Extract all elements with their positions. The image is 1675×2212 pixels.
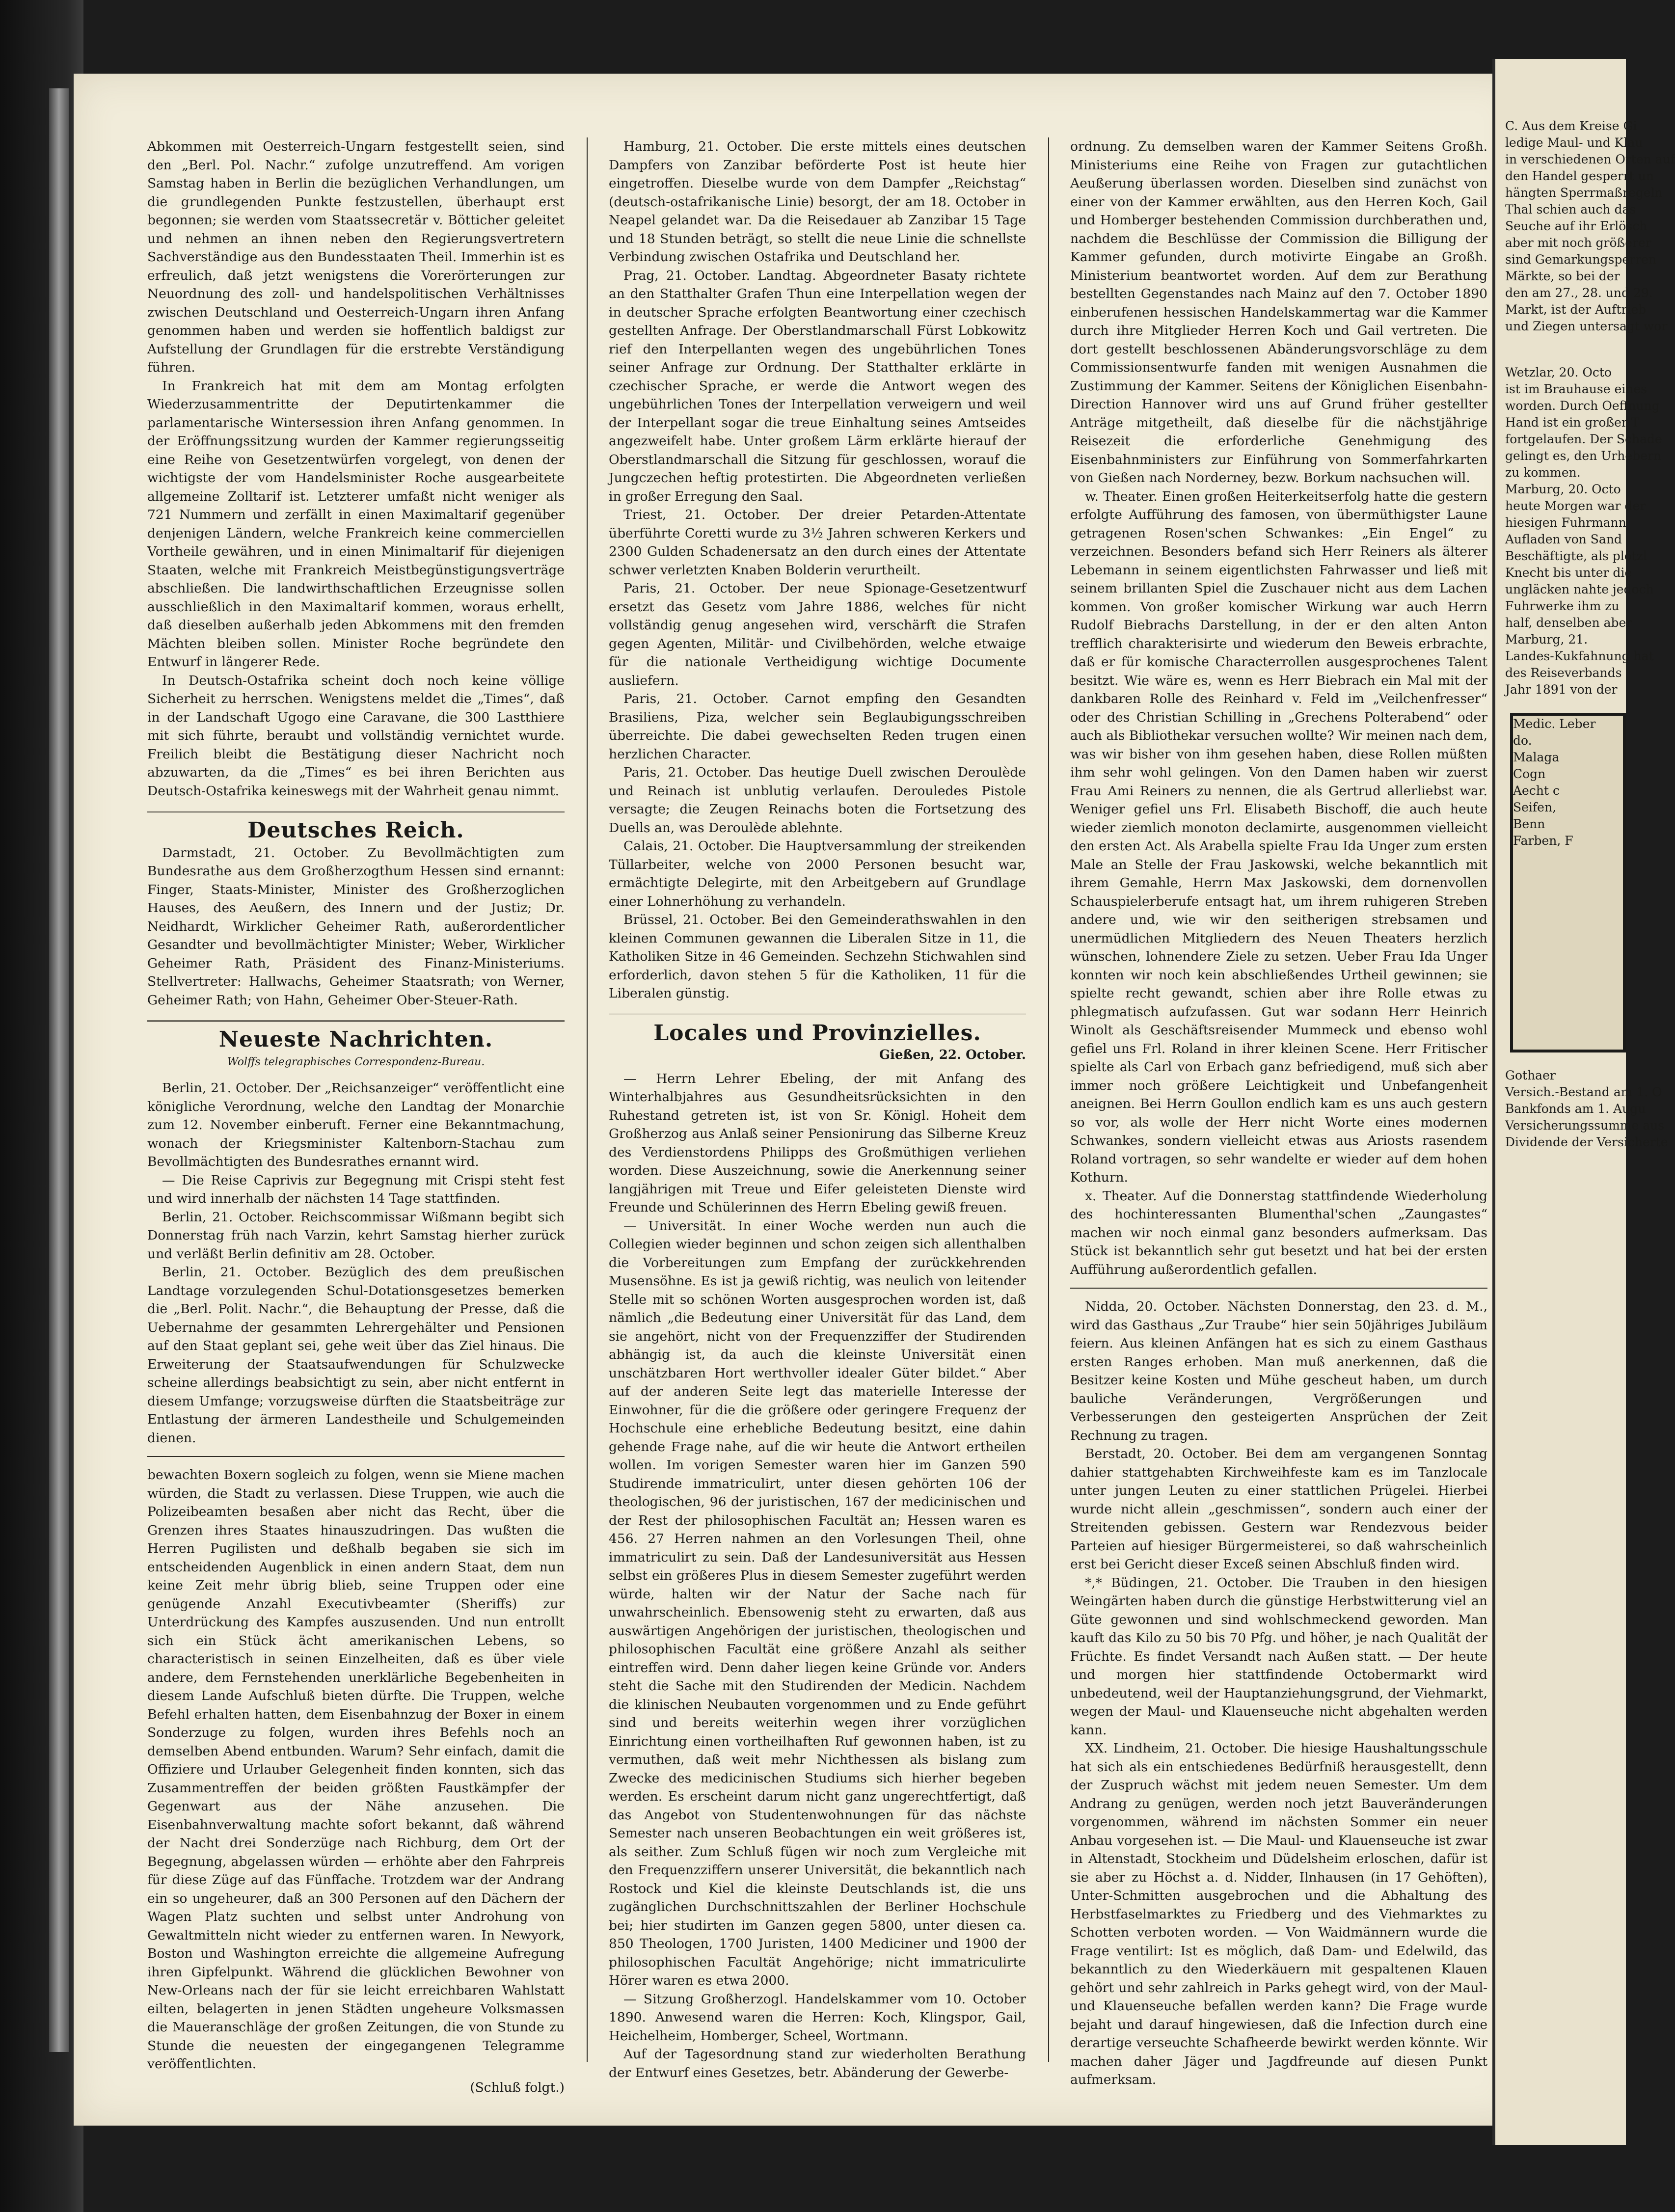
article-berlin-wissmann: Berlin, 21. October. Reichscommissar Wißmann begibt sich Donnerstag früh nach Varzin, kehrt Samstag hierher zurück und verläßt Berlin definitiv am 28. October. [147, 1209, 565, 1262]
adjacent-line: ungläcken nahte jedoch [1505, 582, 1654, 596]
adjacent-line: Markt, ist der Auftrieb [1505, 302, 1647, 317]
adjacent-page-text [1495, 59, 1675, 1151]
article-hamburg: Hamburg, 21. October. Die erste mittels eines deutschen Dampfers von Zanzibar beförderte Post ist heute hier eingetroffen. Dieselbe wurde von dem Dampfer „Reichstag“ (deutsch-ostafrikanische Linie) besorgt, der am 18. October in Neapel gelandet war. Da die Reisedauer ab Zanzibar 15 Tage und 18 Stunden beträgt, so stellt die neue Linie die schnellste Verbindung zwischen Ostafrika und Deutschland her. [609, 139, 1026, 265]
adjacent-line: Landes-Kukfahnung hat [1505, 649, 1654, 663]
book-binding [49, 88, 69, 2052]
adjacent-line: gelingt es, den Urhebern [1505, 449, 1662, 463]
adjacent-page-fragment [1492, 59, 1675, 2145]
adjacent-line: des Reiseverbands [1505, 666, 1622, 680]
ad-line: Seifen, [1513, 800, 1557, 814]
ad-line: Versicherungssumme aus [1505, 1118, 1665, 1133]
scan-border-left [0, 0, 83, 2212]
article-tagesordnung: Auf der Tagesordnung stand zur wiederholten Berathung der Entwurf eines Gesetzes, betr. Abänderung der Gewerbe- [609, 2047, 1026, 2080]
dateline-giessen: Gießen, 22. October. [879, 1048, 1026, 1062]
adjacent-line: Marburg, 20. Octo [1505, 482, 1621, 496]
ad-line: Cogn [1513, 767, 1546, 781]
feuilleton-rule [147, 1456, 565, 1457]
adjacent-line: Beschäftigte, als plötzl [1505, 549, 1647, 563]
column-divider [587, 137, 588, 2062]
continued-note: (Schluß folgt.) [470, 2079, 565, 2095]
article-darmstadt: Darmstadt, 21. October. Zu Bevollmächtigten zum Bundesrathe aus dem Großherzogthum Hessen sind ernannt: Finger, Staats-Minister, Minister des Großherzoglichen Hauses, des Aeußern, des Innern und der Justiz; Dr. Neidhardt, Wirklicher Geheimer Rath, außerordentlicher Gesandter und bevollmächtigter Minister; Weber, Wirklicher Geheimer Rath, Präsident des Finanz-Ministeriums. Stellvertreter: Hallwachs, Geheimer Staatsrath; von Werner, Geheimer Rath; von Hahn, Geheimer Ober-Steuer-Rath. [147, 845, 565, 1008]
article-universitaet: — Universität. In einer Woche werden nun auch die Collegien wieder beginnen und schon zeigen sich allenthalben die Vorbereitungen zum Empfang der zurückkehrenden Musensöhne. Es ist ja gewiß richtig, was neulich von leitender Stelle mit so schönen Worten ausgesprochen worden ist, daß nämlich „die Bedeutung einer Universität für das Land, dem sie angehört, nicht von der Frequenzziffer der Studirenden abhängig ist, da auch die kleinste Universität einen unschätzbaren Hort werthvoller idealer Güter bildet.“ Aber auf der anderen Seite legt das materielle Interesse der Einwohner, für die die größere oder geringere Frequenz der Hochschule eine erhebliche Bedeutung besitzt, eine dahin gehende Frage nahe, auf die wir heute die Antwort ertheilen wollen. Im vorigen Semester waren hier im Ganzen 590 Studirende immatriculirt, unter diesen gehörten 106 der theologischen, 96 der juristischen, 167 der medicinischen und der Rest der philosophischen Facultät an; Hessen waren es 456. 27 Herren nahmen an den Vorlesungen Theil, ohne immatriculirt zu sein. Daß der Landesuniversität aus Hessen selbst ein größeres Plus in diesem Semester zugeführt werden würde, halten wir der Natur der Sache nach für unwahrscheinlich. Ebensowenig steht zu erwarten, daß aus auswärtigen Angehörigen der juristischen, theologischen und philosophischen Facultät eine größere Anzahl als seither eintreffen wird. Denn daher liegen keine Gründe vor. Anders steht die Sache mit den Studirenden der Medicin. Nachdem die klinischen Neubauten vorgenommen und zu Ende geführt sind und bereits weiterhin wegen ihrer vorzüglichen Einrichtung einen vortheilhaften Ruf gewonnen haben, ist zu vermuthen, daß weit mehr Nichthessen als bislang zum Zwecke des medicinischen Studiums sich hierher begeben werden. Es erscheint darum nicht ganz ungerechtfertigt, daß das Angebot von Studentenwohnungen für das nächste Semester nach unseren Beobachtungen ein weit größeres ist, als seither. Zum Schluß fügen wir noch zum Vergleiche mit den Frequenzziffern unserer Universität, die bekanntlich nach Rostock und Kiel die kleinste Deutschlands ist, die uns zugänglichen Durchschnittszahlen der Berliner Hochschule bei; hier studirten im Ganzen gegen 5800, unter diesen ca. 850 Theologen, 1700 Juristen, 1400 Mediciner und 1900 der philosophischen Facultät Angehörige; nicht immatriculirte Hörer waren es etwa 2000. [609, 1218, 1026, 1988]
column-2 [609, 137, 1026, 2082]
adjacent-line: Marburg, 21. [1505, 632, 1588, 647]
article-theater-zaungast: x. Theater. Auf die Donnerstag stattfindende Wiederholung des hochinteressanten Blumenthal'schen „Zaungastes“ machen wir noch einmal ganz besonders aufmerksam. Das Stück ist bekanntlich sehr gut besetzt und hat bei der ersten Aufführung außerordentlich gefallen. [1070, 1188, 1487, 1277]
section-title-reich: Deutsches Reich. [247, 818, 464, 843]
article-east-africa: In Deutsch-Ostafrika scheint doch noch keine völlige Sicherheit zu herrschen. Wenigstens meldet die „Times“, daß in der Landschaft Ugogo eine Caravane, die 300 Lastthiere mit sich führte, beraubt und vollständig vernichtet wurde. Freilich bleibt die Bestätigung dieser Nachricht noch abzuwarten, da die „Times“ es bei ihren Berichten aus Deutsch-Ostafrika keineswegs mit der Wahrheit genau nimmt. [147, 673, 565, 799]
article-prag: Prag, 21. October. Landtag. Abgeordneter Basaty richtete an den Statthalter Grafen Thun eine Interpellation wegen der in deutscher Sprache erfolgten Beantwortung einer czechisch gestellten Anfrage. Der Oberstlandmarschall Fürst Lobkowitz rief den Interpellanten wegen des ungebührlichen Tones seiner Anfrage zur Ordnung. Der Statthalter erklärte in czechischer Sprache, er werde die Antwort wegen des ungebührlichen Tones der Interpellation verweigern und weil der Interpellant sogar die treue Einhaltung seines Amtseides angezweifelt habe. Unter großem Lärm erklärte hierauf der Oberstlandmarschall die Sitzung für geschlossen, worauf die Jungczechen heftig protestirten. Die Abgeordneten verließen in großer Erregung den Saal. [609, 268, 1026, 504]
section-title-latest-news: Neueste Nachrichten. [218, 1027, 493, 1052]
article-berlin-landtag: Berlin, 21. October. Der „Reichsanzeiger“ veröffentlicht eine königliche Verordnung, welche den Landtag der Monarchie zum 12. November einberuft. Ferner eine Bekanntmachung, wonach der Kriegsminister Kaltenborn-Stachau zum Bevollmächtigten des Bundesrathes ernannt wird. [147, 1080, 565, 1169]
article-buedingen: *,* Büdingen, 21. October. Die Trauben in den hiesigen Weingärten haben durch die günstige Herbstwitterung viel an Güte gewonnen und sind wohlschmeckend geworden. Man kauft das Kilo zu 50 bis 70 Pfg. und höher, je nach Qualität der Früchte. Es findet Versandt nach Außen statt. — Der heute und morgen hier stattfindende Octobermarkt wird unbedeutend, weil der Hauptanziehungsgrund, der Viehmarkt, wegen der Maul- und Klauenseuche nicht abgehalten werden kann. [1070, 1575, 1487, 1738]
column-divider [1048, 137, 1049, 2062]
ad-line: Bankfonds am 1. Augu [1505, 1102, 1646, 1116]
ad-line: Versich.-Bestand am 1. O [1505, 1085, 1662, 1099]
adjacent-line: ist im Brauhause eines [1505, 382, 1647, 396]
section-title-locales: Locales und Provinzielles. [653, 1020, 981, 1046]
ad-line: Malaga [1513, 750, 1560, 764]
adjacent-line: Seuche auf ihr Erlösch [1505, 219, 1648, 233]
column-3 [1070, 137, 1487, 2089]
adjacent-line: zu kommen. [1505, 465, 1581, 480]
article-nidda: Nidda, 20. October. Nächsten Donnerstag, den 23. d. M., wird das Gasthaus „Zur Traube“ hier sein 50jähriges Jubiläum feiern. Aus kleinen Anfängen hat es sich zu einem Gasthaus ersten Ranges erhoben. Man muß anerkennen, daß die Besitzer keine Kosten und Mühe gescheut haben, um durch bauliche Veränderungen, Vergrößerungen und Verbesserungen den gesteigerten Ansprüchen der Zeit Rechnung zu tragen. [1070, 1299, 1487, 1443]
article-calais: Calais, 21. October. Die Hauptversammlung der streikenden Tüllarbeiter, welche von 2000 Personen besucht war, ermächtigte Delegirte, mit den Arbeitgebern auf Grundlage einer Lohnerhöhung zu verhandeln. [609, 838, 1026, 909]
feuilleton-boxer: bewachten Boxern sogleich zu folgen, wenn sie Miene machen würden, die Stadt zu verlassen. Diese Truppen, wie auch die Polizeibeamten besaßen aber nicht das Recht, über die Grenzen ihres Staates hinauszudringen. Das wußten die Herren Pugilisten und deßhalb begaben sie sich im entscheidenden Augenblick in einen andern Staat, dem nun keine Zeit mehr übrig blieb, seine Truppen oder eine genügende Anzahl Executivbeamter (Sheriffs) zur Unterdrückung des Kampfes auszusenden. Und nun entrollt sich ein Stück ächt amerikanischen Lebens, so characteristisch in seinen Einzelheiten, daß es über viele andere, dem Fernstehenden unerklärliche Begebenheiten in diesem Lande Aufschluß bieten dürfte. Die Truppen, welche Befehl erhalten hatten, dem Eisenbahnzug der Boxer in einem Sonderzuge zu folgen, wurden ihres Befehls noch an demselben Abend entbunden. Warum? Sehr einfach, damit die Offiziere und Urlauber Gelegenheit finden konnten, sich das Zusammentreffen der beiden größten Faustkämpfer der Gegenwart aus der Nähe anzusehen. Die Eisenbahnverwaltung machte sofort bekannt, daß während der Nacht drei Sonderzüge nach Richburg, dem Ort der Begegnung, abgelassen würden — erhöhte aber den Fahrpreis für diese Züge auf das Fünffache. Trotzdem war der Andrang ein so ungeheurer, daß an 300 Personen auf den Dächern der Wagen Platz suchten und selbst unter Androhung von Gewaltmitteln nicht wieder zu entfernen waren. In Newyork, Boston und Washington erreichte die allgemeine Aufregung ihren Gipfelpunkt. Während die glücklichen Bewohner von New-Orleans nach der für sie leicht erreichbaren Wahlstatt eilten, belagerten in jenen Städten ungeheure Volksmassen die Maueranschläge der großen Zeitungen, die von Stunde zu Stunde die neuesten der eingegangenen Telegramme veröffentlichten. [147, 1467, 565, 2072]
adjacent-line: half, denselben aber [1505, 616, 1632, 630]
adjacent-line: Fuhrwerke ihm zu [1505, 599, 1620, 613]
article-caprivi: — Die Reise Caprivis zur Begegnung mit Crispi steht fest und wird innerhalb der nächsten 14 Tage stattfinden. [147, 1172, 565, 1206]
section-subtitle-wire-service: Wolffs telegraphisches Correspondenz-Bureau. [227, 1055, 485, 1068]
ad-line: Farben, F [1513, 834, 1573, 848]
adjacent-line: aber mit noch größerer [1505, 236, 1651, 250]
adjacent-line: Aufladen von Sand [1505, 532, 1622, 546]
adjacent-line: den Handel gesperrt un [1505, 169, 1654, 183]
article-berstadt: Berstadt, 20. October. Bei dem am vergangenen Sonntag dahier stattgehabten Kirchweihfeste kam es im Tanzlocale unter jungen Leuten zu einer stattlichen Prügelei. Hierbei wurde nicht allein „geschmissen“, sondern auch einer der Streitenden gebissen. Gestern war Rendezvous beider Parteien auf hiesiger Bürgermeisterei, so daß wahrscheinlich erst bei Gericht dieser Exceß seinen Abschluß finden wird. [1070, 1446, 1487, 1572]
article-paris-carnot: Paris, 21. October. Carnot empfing den Gesandten Brasiliens, Piza, welcher sein Beglaubigungsschreiben überreichte. Die dabei gewechselten Reden trugen einen herzlichen Character. [609, 691, 1026, 762]
article-ebeling: — Herrn Lehrer Ebeling, der mit Anfang des Winterhalbjahres aus Gesundheitsrücksichten in den Ruhestand getreten ist, ist von Sr. Königl. Hoheit dem Großherzog aus Anlaß seiner Pensionirung das Silberne Kreuz des Verdienstordens Philipps des Großmüthigen verliehen worden. Diese Auszeichnung, sowie die Anerkennung seiner langjährigen mit Treue und Eifer geleisteten Dienste wird Freunde und Schülerinnen des Herrn Ebeling gewiß freuen. [609, 1071, 1026, 1215]
article-lindheim: XX. Lindheim, 21. October. Die hiesige Haushaltungsschule hat sich als ein entschiedenes Bedürfniß herausgestellt, denn der Zuspruch wächst mit jedem neuen Semester. Um dem Andrang zu genügen, werden noch jetzt Bauveränderungen vorgenommen, während im nächsten Sommer ein neuer Anbau vorgesehen ist. — Die Maul- und Klauenseuche ist zwar in Altenstadt, Stockheim und Düdelsheim erloschen, dafür ist sie aber zu Höchst a. d. Nidder, Ilnhausen (in 17 Gehöften), Unter-Schmitten ausgebrochen und die Abhaltung des Herbstfaselmarktes zu Friedberg und des Viehmarktes zu Schotten verboten worden. — Von Waidmännern wurde die Frage ventilirt: Ist es möglich, daß Dam- und Edelwild, das bekanntlich zu den Wiederkäuern mit gespaltenen Klauen gehört und sehr zahlreich in Parks gehegt wird, von der Maul- und Klauenseuche befallen werden kann? Die Frage wurde bejaht und darauf hingewiesen, daß die Infection durch eine derartige verseuchte Schafheerde bewirkt werden könnte. Wir machen daher Jäger und Jagdfreunde auf diesen Punkt aufmerksam. [1070, 1741, 1487, 2087]
adjacent-line: hiesigen Fuhrmann [1505, 515, 1626, 530]
section-rule [609, 1014, 1026, 1015]
adjacent-line: Märkte, so bei der [1505, 269, 1620, 283]
adjacent-line: in verschiedenen Orten auf [1505, 152, 1675, 166]
article-theater-engel: w. Theater. Einen großen Heiterkeitserfolg hatte die gestern erfolgte Aufführung des famosen, von übermüthigster Laune getragenen Rosen'schen Schwankes: „Ein Engel“ zu verzeichnen. Besonders befand sich Herr Reiners als älterer Lebemann in seinem eigentlichsten Fahrwasser und ließ mit seinem brillanten Spiel die Zuschauer nicht aus dem Lachen kommen. Von großer komischer Wirkung war auch Herrn Rudolf Biebrachs Darstellung, in der er den alten Anton trefflich charakterisirte und wiederum den Beweis erbrachte, daß er für komische Characterrollen ausgesprochenes Talent besitzt. Wie wäre es, wenn es Herr Biebrach ein Mal mit der dankbaren Rolle des Reinhard v. Feld im „Veilchenfresser“ oder des Christian Schilling in „Grechens Polterabend“ oder auch als Bibliothekar versuchen wollte? Wir meinen nach dem, was wir bisher von ihm gesehen haben, diese Rollen müßten ihm sehr wohl gelingen. Von den Damen haben wir zuerst Frau Ami Reiners zu nennen, die als Gertrud allerliebst war. Weniger gefiel uns Frl. Elisabeth Bischoff, die auch heute wieder ziemlich monoton declamirte, ausgenommen vielleicht den ersten Act. Als Arabella spielte Frau Ida Unger zum ersten Male an Stelle der Frau Jaskowski, welche bekanntlich mit ihrem Gemahle, Herrn Max Jaskowski, dem dornenvollen Schauspielerberufe entsagt hat, um ihrem ruhigeren Streben andere und, wie wir den seitherigen strebsamen und unermüdlichen Mitgliedern des Neuen Theaters herzlich wünschen, lohnendere Ziele zu setzen. Ueber Frau Ida Unger konnten wir noch kein abschließendes Urtheil gewinnen; sie spielte recht gewandt, schien aber ihre Rolle etwas zu phlegmatisch aufzufassen. Gut war sodann Herr Heinrich Winolt als Geschäftsreisender Mummeck und ebenso wohl gefiel uns Frl. Roland in ihrer kleinen Scene. Herr Fritischer spielte als Carl von Erbach ganz befriedigend, muß sich aber immer noch größere Leichtigkeit und Unbefangenheit aneignen. Bei Herrn Goullon endlich kam es uns auch gestern so vor, als wolle der Herr nicht Worte eines modernen Schwankes, sondern vielleicht etwas aus Ariosts rasendem Roland vortragen, so sehr wandelte er wieder auf dem hohen Kothurn. [1070, 488, 1487, 1185]
article-paris-duell: Paris, 21. October. Das heutige Duell zwischen Deroulède und Reinach ist unblutig verlaufen. Derouledes Pistole versagte; die Zeugen Reinachs boten die Fortsetzung des Duells an, was Deroulède ablehnte. [609, 765, 1026, 836]
adjacent-line: sind Gemarkungsperren [1505, 252, 1656, 267]
ad-line: Aecht c [1513, 783, 1560, 798]
ad-line: Medic. Leber [1513, 717, 1596, 731]
adjacent-line: C. Aus dem Kreise Gi [1505, 119, 1637, 133]
section-rule [147, 1020, 565, 1022]
adjacent-line: den am 27., 28. und 29. [1505, 286, 1653, 300]
article-berlin-school: Berlin, 21. October. Bezüglich des dem preußischen Landtage vorzulegenden Schul-Dotationsgesetzes bemerken die „Berl. Polit. Nachr.“, die Behauptung der Presse, daß die Uebernahme der gesammten Lehrergehälter und Pensionen auf den Staat geplant sei, gehe weit über das Ziel hinaus. Die Erweiterung der Staatsaufwendungen für Schulzwecke scheine allerdings beabsichtigt zu sein, aber nicht entfernt in diesem Umfange; vorzugsweise dürften die Staatsbeiträge zur Entlastung der ärmeren Landestheile und Schulgemeinden dienen. [147, 1265, 565, 1446]
advertisement-box [1510, 713, 1626, 1052]
article-paris-spionage: Paris, 21. October. Der neue Spionage-Gesetzentwurf ersetzt das Gesetz vom Jahre 1886, welches für nicht vollständig genug angesehen wird, verschärft die Strafen gegen Agenten, Militär- und Civilbehörden, welche etwaige für die nationale Vertheidigung wichtige Documente ausliefern. [609, 581, 1026, 688]
adjacent-line: Wetzlar, 20. Octo [1505, 365, 1612, 379]
adjacent-line: heute Morgen war der [1505, 499, 1646, 513]
article-france-tariff: In Frankreich hat mit dem am Montag erfolgten Wiederzusammentritte der Deputirtenkammer die parlamentarische Wintersession ihren Anfang genommen. In der Eröffnungssitzung wurden der Kammer regierungsseitig eine Reihe von Gesetzentwürfen vorgelegt, von denen der wichtigste der vom Handelsminister Roche ausgearbeitete allgemeine Zolltarif ist. Letzterer umfaßt nicht weniger als 721 Nummern und zerfällt in einen Maximaltarif gegenüber denjenigen Ländern, welche Frankreich keine commerciellen Vortheile gewähren, und in einen Minimaltarif für diejenigen Staaten, welche mit Frankreich Meistbegünstigungsverträge abschließen. Die landwirthschaftlichen Erzeugnisse sollen ausschließlich in den Maximaltarif kommen, woraus erhellt, daß dieselben außerhalb jeden Abkommens mit den fremden Mächten bleiben sollen. Minister Roche begründete den Entwurf in längerer Rede. [147, 378, 565, 670]
ad-line: Gothaer [1505, 1068, 1556, 1082]
adjacent-line: Jahr 1891 von der [1505, 682, 1618, 697]
adjacent-line: fortgelaufen. Der Schade [1505, 432, 1662, 446]
adjacent-line: Hand ist ein großer T [1505, 415, 1640, 430]
adjacent-line: worden. Durch Oeffnung [1505, 399, 1660, 413]
column-1 [147, 137, 565, 2097]
adjacent-line: ledige Maul- und Klau [1505, 135, 1643, 150]
ad-line: Dividende der Versicherte [1505, 1135, 1668, 1149]
adjacent-line: Thal schien auch das [1505, 202, 1636, 216]
newspaper-page [74, 74, 1522, 2126]
adjacent-line: Knecht bis unter die [1505, 566, 1632, 580]
adjacent-line: und Ziegen untersagt wor [1505, 319, 1668, 333]
article-austria-trade: Abkommen mit Oesterreich-Ungarn festgestellt seien, sind den „Berl. Pol. Nachr.“ zufolge unzutreffend. Am vorigen Samstag haben in Berlin die bezüglichen Verhandlungen, um die grundlegenden Punkte festzustellen, überhaupt erst begonnen; sie werden vom Staatssecretär v. Bötticher geleitet und nehmen an ihnen neben den Regierungsvertretern Sachverständige aus den Bundesstaaten Theil. Immerhin ist es erfreulich, daß jetzt wenigstens die Vorerörterungen zur Neuordnung des zoll- und handelspolitischen Verhältnisses zwischen Deutschland und Oesterreich-Ungarn ihren Anfang genommen haben und werden sie hoffentlich baldigst zur Aufstellung der Grundlagen für die erstrebte Verständigung führen. [147, 139, 565, 375]
section-rule [147, 811, 565, 812]
ad-line: Benn [1513, 817, 1545, 831]
article-gewerbeordnung: ordnung. Zu demselben waren der Kammer Seitens Großh. Ministeriums eine Reihe von Fragen zur gutachtlichen Aeußerung überlassen worden. Dieselben sind zunächst von einer von der Kammer erwählten, aus den Herren Koch, Gail und Homberger bestehenden Commission durchberathen und, nachdem die Beschlüsse der Commission die Billigung der Kammer gefunden, durch motivirte Eingabe an Großh. Ministerium beantwortet worden. Auf dem zur Berathung bestellten Gegenstandes nach Mainz auf den 7. October 1890 einberufenen hessischen Handelskammertag war die Kammer durch ihre Mitglieder Herren Koch und Gail vertreten. Die dort gestellt beschlossenen Abänderungsvorschläge zu dem Commissionsentwurfe fanden mit wenigen Ausnahmen die Zustimmung der Kammer. Seitens der Königlichen Eisenbahn-Direction Hannover wird uns auf Grund früher gestellter Anträge mitgetheilt, daß dieselbe für die nächstjährige Reisezeit die erforderliche Genehmigung des Eisenbahnministers zur Einführung von Sommerfahrkarten von Gießen nach Norderney, bezw. Borkum nachsuchen will. [1070, 139, 1487, 486]
adjacent-line: hängten Sperrmaßregeln [1505, 186, 1663, 200]
section-rule [1070, 1288, 1487, 1289]
article-bruessel: Brüssel, 21. October. Bei den Gemeinderathswahlen in den kleinen Communen gewannen die Liberalen Sitze in 11, die Katholiken Sitze in 46 Gemeinden. Sechzehn Stichwahlen sind erforderlich, davon stehen 5 für die Katholiken, 11 für die Liberalen günstig. [609, 912, 1026, 1001]
ad-line: do. [1513, 733, 1532, 748]
article-triest: Triest, 21. October. Der dreier Petarden-Attentate überführte Coretti wurde zu 3½ Jahren schweren Kerkers und 2300 Gulden Schadenersatz an den durch eines der Attentate schwer verletzten Knaben Bolderin verurtheilt. [609, 507, 1026, 578]
article-handelskammer: — Sitzung Großherzogl. Handelskammer vom 10. October 1890. Anwesend waren die Herren: Koch, Klingspor, Gail, Heichelheim, Homberger, Scheel, Wortmann. [609, 1991, 1026, 2044]
